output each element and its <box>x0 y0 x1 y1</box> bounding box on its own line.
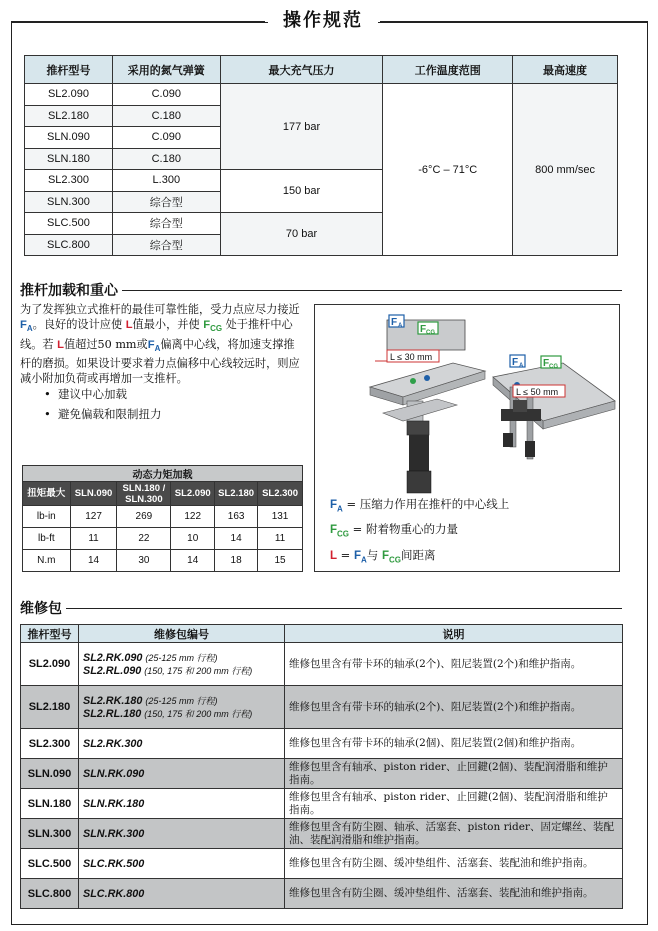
model-cell: SLC.500 <box>25 213 113 235</box>
spec-header-cell: 采用的氮气弹簧 <box>112 56 220 84</box>
kit-code-note: (150, 175 和 200 mm 行程) <box>144 709 253 719</box>
table-row <box>23 528 303 550</box>
kit-code-cell <box>79 819 285 849</box>
kit-model-cell: SLN.090 <box>21 759 79 789</box>
kit-code-cell <box>79 789 285 819</box>
model-cell: SL2.180 <box>25 105 113 127</box>
kit-code-cell <box>79 759 285 789</box>
text-run: F <box>381 549 389 562</box>
fa-symbol <box>20 319 33 334</box>
kit-header-cell: 说明 <box>285 625 623 643</box>
text-run: A <box>337 504 343 514</box>
legend-line-fcg <box>330 519 509 544</box>
fcg-label-sub: CG <box>549 364 558 370</box>
table-row <box>21 729 623 759</box>
kit-code-note: (25-125 mm 行程) <box>145 696 218 706</box>
fa-symbol <box>354 550 367 562</box>
page-title: 操作规范 <box>268 8 378 34</box>
legend-line-fa <box>330 494 509 519</box>
kit-section-title: 维修包 <box>20 598 66 618</box>
text-run: F <box>330 499 338 511</box>
text-run: 间距离 <box>400 547 436 562</box>
text-run: 与 <box>366 547 382 562</box>
l-symbol: L <box>125 319 133 332</box>
fcg-label-sub: CG <box>426 330 435 336</box>
text-run: CG <box>388 554 401 564</box>
fa-label-text: F <box>512 357 519 368</box>
text-run: F <box>353 549 362 562</box>
fcg-label-text: F <box>420 324 427 335</box>
page-header <box>0 8 658 34</box>
text-run: A <box>26 324 33 334</box>
model-cell: SLN.300 <box>25 191 113 213</box>
model-cell: SL2.090 <box>25 84 113 106</box>
kit-desc-cell: 维修包里含有轴承、piston rider、止回鍵(2個)、装配润滑脂和维护指南。 <box>285 789 623 819</box>
text-run: CG <box>337 529 350 539</box>
kit-code: SL2.RK.300 <box>83 737 143 750</box>
table-row <box>25 84 618 106</box>
kit-code-note: (150, 175 和 200 mm 行程) <box>144 666 253 676</box>
legend-line-l <box>330 545 509 570</box>
text-run: = 压缩力作用在推杆的中心线上 <box>342 497 510 511</box>
dim-top-text: L ≤ 30 mm <box>390 352 433 362</box>
temperature-cell: -6°C – 71°C <box>383 84 513 256</box>
fcg-label-right <box>541 356 561 370</box>
value-cell: 18 <box>215 550 258 572</box>
fa-label-sub: A <box>519 363 524 369</box>
table-row <box>21 686 623 729</box>
spec-header-cell: 最高速度 <box>513 56 618 84</box>
kit-model-cell: SLC.800 <box>21 879 79 909</box>
spec-header-cell: 推杆型号 <box>25 56 113 84</box>
torque-table <box>22 465 303 572</box>
value-cell: 14 <box>171 550 215 572</box>
figure-legend <box>330 494 509 570</box>
text-run: 为了发挥独立式推杆的最佳可靠性能，受力点应尽力接近 <box>20 303 300 316</box>
spec-header-cell: 工作温度范围 <box>383 56 513 84</box>
title-rule-right <box>380 21 648 22</box>
text-run: 偏离中心线，将加速支撑推杆的磨损。如果设计要求着力点偏移中心线较远时，则应减小附加负荷或再增加一支推杆。 <box>20 337 300 386</box>
kit-desc-cell: 维修包里含有带卡环的轴承(2個)、阻尼装置(2個)和维护指南。 <box>285 729 623 759</box>
value-cell: 131 <box>258 506 303 528</box>
fcg-symbol <box>203 319 223 334</box>
dimension-right <box>513 385 565 397</box>
fcg-symbol <box>330 524 350 539</box>
value-cell: 10 <box>171 528 215 550</box>
torque-header-cell: SLN.090 <box>70 482 117 506</box>
kit-code: SL2.RL.180 <box>83 708 142 720</box>
unit-cell: lb-in <box>23 506 71 528</box>
kit-desc-cell: 维修包里含有防尘圈、轴承、活塞套、piston rider、固定螺丝、装配油、装配润滑脂和维护指南。 <box>285 819 623 849</box>
table-row <box>21 849 623 879</box>
kit-model-cell: SL2.180 <box>21 686 79 729</box>
spring-cell: 综合型 <box>112 234 220 256</box>
single-lifter-drawing <box>370 320 485 493</box>
spring-cell: C.180 <box>112 148 220 170</box>
text-run: 值超过50 mm或 <box>63 337 148 351</box>
value-cell: 11 <box>70 528 117 550</box>
value-cell: 22 <box>117 528 171 550</box>
value-cell: 30 <box>117 550 171 572</box>
kit-table <box>20 624 623 909</box>
torque-header-cell: SL2.180 <box>215 482 258 506</box>
fa-label-sub: A <box>398 323 403 329</box>
load-section-title: 推杆加载和重心 <box>20 280 122 300</box>
kit-code: SLN.RK.090 <box>83 767 145 780</box>
table-row <box>21 879 623 909</box>
fcg-label-top <box>418 322 438 336</box>
spring-cell: C.180 <box>112 105 220 127</box>
fa-label-right <box>510 355 525 369</box>
kit-code: SLC.RK.500 <box>83 857 145 870</box>
torque-caption: 动态力矩加载 <box>23 466 303 482</box>
kit-code: SLN.RK.180 <box>83 797 145 810</box>
spec-table <box>24 55 618 256</box>
kit-model-cell: SL2.300 <box>21 729 79 759</box>
table-row <box>23 506 303 528</box>
table-row <box>23 550 303 572</box>
speed-cell: 800 mm/sec <box>513 84 618 256</box>
dim-right-text: L ≤ 50 mm <box>516 387 559 397</box>
kit-code-cell <box>79 879 285 909</box>
model-cell: SLN.090 <box>25 127 113 149</box>
pressure-cell: 177 bar <box>220 84 383 170</box>
value-cell: 163 <box>215 506 258 528</box>
torque-header-cell: SL2.090 <box>171 482 215 506</box>
value-cell: 15 <box>258 550 303 572</box>
kit-model-cell: SLC.500 <box>21 849 79 879</box>
text-run: A <box>361 554 367 564</box>
section-rule <box>20 608 622 609</box>
value-cell: 122 <box>171 506 215 528</box>
kit-header-row <box>21 625 623 643</box>
kit-desc-cell: 维修包里含有带卡环的轴承(2个)、阻尼装置(2个)和维护指南。 <box>285 643 623 686</box>
kit-desc-cell: 维修包里含有轴承、piston rider、止回鍵(2個)、装配润滑脂和维护指南。 <box>285 759 623 789</box>
fcg-label-text: F <box>543 358 550 369</box>
kit-code-note: (25-125 mm 行程) <box>145 653 218 663</box>
fa-symbol <box>330 499 343 514</box>
dimension-top <box>387 350 439 362</box>
fa-symbol <box>148 339 161 351</box>
model-cell: SLC.800 <box>25 234 113 256</box>
text-run: F <box>20 319 27 332</box>
kit-code: SL2.RK.180 <box>83 695 143 707</box>
fa-label-top <box>389 315 404 329</box>
table-row <box>21 789 623 819</box>
spring-cell: C.090 <box>112 127 220 149</box>
kit-code-cell <box>79 643 285 686</box>
load-paragraph <box>20 302 302 386</box>
kit-code-cell <box>79 849 285 879</box>
fcg-symbol <box>382 550 401 562</box>
spec-header-cell: 最大充气压力 <box>220 56 383 84</box>
text-run: CG <box>210 324 223 334</box>
kit-header-cell: 推杆型号 <box>21 625 79 643</box>
pressure-cell: 70 bar <box>220 213 383 256</box>
spring-cell: C.090 <box>112 84 220 106</box>
value-cell: 269 <box>117 506 171 528</box>
model-cell: SL2.300 <box>25 170 113 192</box>
kit-header-cell: 维修包编号 <box>79 625 285 643</box>
table-row <box>21 643 623 686</box>
kit-desc-cell: 维修包里含有防尘圈、缓冲垫组件、活塞套、装配油和维护指南。 <box>285 849 623 879</box>
value-cell: 11 <box>258 528 303 550</box>
value-cell: 14 <box>215 528 258 550</box>
load-bullets <box>44 384 162 424</box>
kit-model-cell: SLN.300 <box>21 819 79 849</box>
torque-header-cell: 扭矩最大 <box>23 482 71 506</box>
unit-cell: lb-ft <box>23 528 71 550</box>
l-symbol: L <box>330 549 338 562</box>
kit-code-cell <box>79 729 285 759</box>
pressure-cell: 150 bar <box>220 170 383 213</box>
text-run: 。良好的设计应使 <box>32 318 126 332</box>
kit-desc-cell: 维修包里含有带卡环的轴承(2个)、阻尼装置(2个)和维护指南。 <box>285 686 623 729</box>
text-run: = 附着物重心的力量 <box>349 522 458 537</box>
torque-header-cell: SL2.300 <box>258 482 303 506</box>
spring-cell: 综合型 <box>112 191 220 213</box>
text-run: 值最小，并使 <box>132 318 204 332</box>
value-cell: 14 <box>70 550 117 572</box>
text-run: F <box>203 319 211 332</box>
table-row <box>21 759 623 789</box>
kit-model-cell: SLN.180 <box>21 789 79 819</box>
fa-label-text: F <box>391 317 398 328</box>
text-run: = <box>337 547 354 562</box>
text-run: F <box>147 338 155 351</box>
kit-code-cell <box>79 686 285 729</box>
list-item: • 避免偏载和限制扭力 <box>44 404 162 424</box>
spring-cell: L.300 <box>112 170 220 192</box>
unit-cell: N.m <box>23 550 71 572</box>
twin-lifter-drawing <box>493 363 615 459</box>
torque-header-row <box>23 482 303 506</box>
text-run: F <box>330 524 338 537</box>
text-run: A <box>154 343 161 353</box>
text-run: 处于推杆中心线。若 <box>20 318 293 351</box>
kit-model-cell: SL2.090 <box>21 643 79 686</box>
kit-code: SL2.RK.090 <box>83 652 143 664</box>
spring-cell: 综合型 <box>112 213 220 235</box>
value-cell: 127 <box>70 506 117 528</box>
kit-desc-cell: 维修包里含有防尘圈、缓冲垫组件、活塞套、装配油和维护指南。 <box>285 879 623 909</box>
model-cell: SLN.180 <box>25 148 113 170</box>
list-item: • 建议中心加载 <box>44 384 162 404</box>
spec-header-row <box>25 56 618 84</box>
torque-header-cell: SLN.180 / SLN.300 <box>117 482 171 506</box>
table-row <box>21 819 623 849</box>
kit-code: SLC.RK.800 <box>83 887 145 900</box>
l-symbol: L <box>57 338 64 351</box>
kit-code: SL2.RL.090 <box>83 665 142 677</box>
title-rule-left <box>11 21 265 22</box>
kit-code: SLN.RK.300 <box>83 827 145 840</box>
